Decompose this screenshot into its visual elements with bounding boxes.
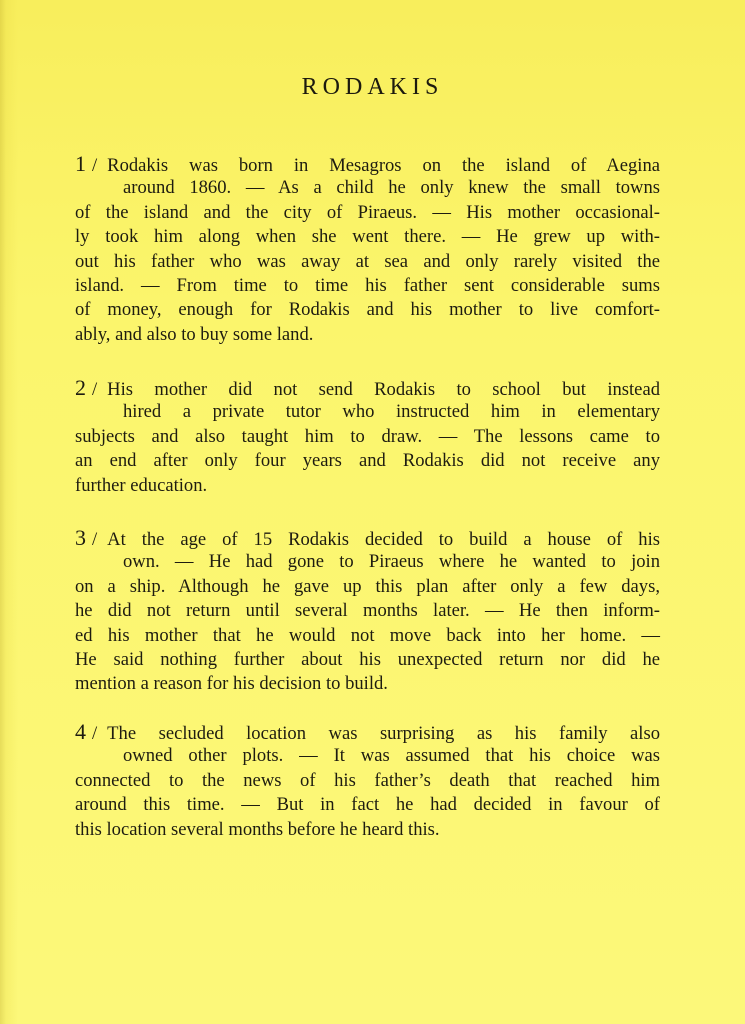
paragraph-4-line-2: owned other plots. — It was assumed that his choice was (123, 745, 660, 767)
paragraph-3-line-3: on a ship. Although he gave up this plan after only a few days, (75, 575, 660, 597)
paragraph-1 (75, 152, 660, 347)
page-title: RODAKIS (301, 74, 444, 100)
paragraph-4-line-1: 4 / The secluded location was surprising as his family also (75, 719, 660, 744)
paragraph-separator: / (92, 379, 98, 400)
paragraph-2-line-4: an end after only four years and Rodakis did not receive any (75, 450, 660, 472)
paragraph-1-line-2: around 1860. — As a child he only knew the small towns (123, 177, 660, 199)
paragraph-4-line-3: connected to the news of his father’s death that reached him (75, 769, 660, 791)
paragraph-3 (75, 526, 660, 697)
paragraph-number: 3 (75, 525, 86, 550)
paragraph-1-line-1: 1 / Rodakis was born in Mesagros on the island of Aegina (75, 151, 660, 176)
paragraph-2-line-3: subjects and also taught him to draw. — The lessons came to (75, 425, 660, 447)
paragraph-1-line-6: island. — From time to time his father sent considerable sums (75, 274, 660, 296)
paragraph-1-line-3: of the island and the city of Piraeus. — His mother occasional- (75, 201, 660, 223)
paragraph-3-line-4: he did not return until several months later. — He then inform- (75, 600, 660, 622)
paragraph-separator: / (92, 155, 98, 176)
paragraph-3-line-5: ed his mother that he would not move back into her home. — (75, 624, 660, 646)
paragraph-3-line-1: 3 / At the age of 15 Rodakis decided to build a house of his (75, 525, 660, 550)
paragraph-number: 2 (75, 375, 86, 400)
paragraph-2-line-2: hired a private tutor who instructed him in elementary (123, 401, 660, 423)
paragraph-1-line-5: out his father who was away at sea and only rarely visited the (75, 250, 660, 272)
paragraph-3-line-2: own. — He had gone to Piraeus where he wanted to join (123, 551, 660, 573)
paragraph-number: 1 (75, 151, 86, 176)
paragraph-3-line-7: mention a reason for his decision to build. (75, 673, 388, 695)
paragraph-number: 4 (75, 719, 86, 744)
paragraph-separator: / (92, 529, 98, 550)
paragraph-1-line-8: ably, and also to buy some land. (75, 323, 314, 345)
paragraph-2-line-5: further education. (75, 474, 208, 496)
paragraph-4-line-5: this location several months before he heard this. (75, 818, 440, 840)
paragraph-separator: / (92, 723, 98, 744)
paragraph-1-line-4: ly took him along when she went there. — He grew up with- (75, 226, 660, 248)
paragraph-3-line-6: He said nothing further about his unexpected return nor did he (75, 648, 660, 670)
paragraph-2 (75, 376, 660, 498)
paragraph-4-line-4: around this time. — But in fact he had decided in favour of (75, 794, 660, 816)
paragraph-4 (75, 720, 660, 842)
paragraph-1-line-7: of money, enough for Rodakis and his mother to live comfort- (75, 299, 660, 321)
paragraph-2-line-1: 2 / His mother did not send Rodakis to school but instead (75, 375, 660, 400)
